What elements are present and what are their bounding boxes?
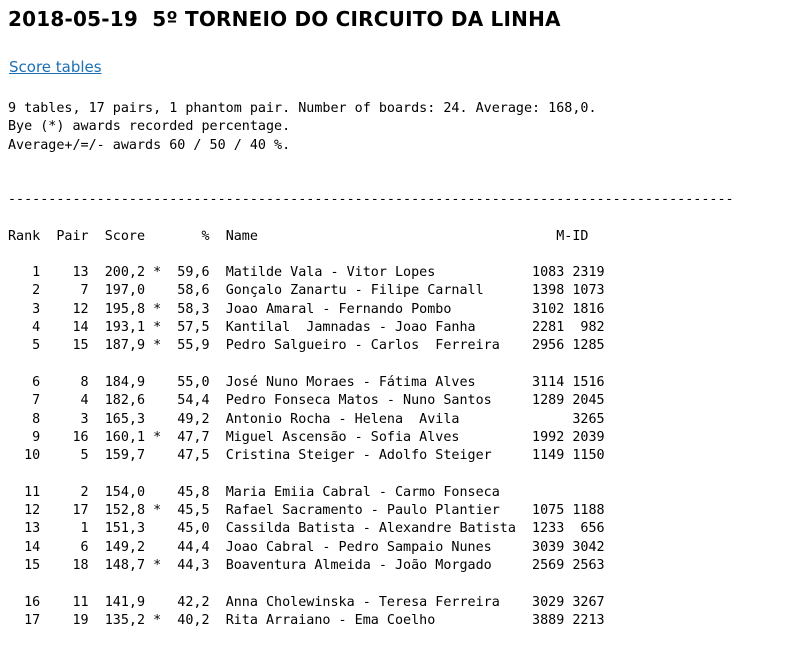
pair-cell: 3 (48, 411, 89, 427)
pair-name-cell: Kantilal Jamnadas - Joao Fanha (225, 320, 516, 336)
pair-cell: 11 (48, 594, 89, 610)
member-id-cell: 2213 (572, 612, 605, 628)
member-id-cell (524, 412, 564, 427)
page-title: 2018-05-19 5º TORNEIO DO CIRCUITO DA LINHA (8, 7, 561, 31)
member-id-cell: 2956 (523, 338, 565, 354)
rank-cell: 12 (8, 503, 41, 519)
table-row (8, 485, 605, 500)
pair-name-cell: Rita Arraiano - Ema Coelho (225, 612, 516, 628)
score-cell: 152,8 (104, 503, 146, 519)
member-id-cell: 3102 (523, 301, 565, 317)
pair-name-cell: Gonçalo Zanartu - Filipe Carnall (225, 283, 516, 299)
percent-cell: 45,8 (169, 484, 210, 500)
bye-marker (153, 393, 161, 408)
member-id-cell: 3265 (572, 411, 605, 427)
member-id-cell: 1073 (572, 283, 605, 299)
table-row (8, 393, 605, 408)
member-id-cell: 3039 (523, 539, 565, 555)
bye-marker: * (153, 338, 162, 354)
table-row (8, 558, 605, 573)
bye-marker: * (153, 503, 162, 519)
score-tables-link[interactable]: Score tables (9, 58, 102, 76)
rank-cell: 17 (8, 612, 41, 628)
header-name: Name (225, 228, 258, 244)
bye-marker (153, 521, 161, 536)
rank-cell: 6 (8, 374, 41, 390)
member-id-cell: 2319 (572, 265, 605, 281)
summary-line: Bye (*) awards recorded percentage. (8, 119, 291, 135)
pair-name-cell: Boaventura Almeida - João Morgado (225, 557, 516, 573)
member-id-cell: 3889 (523, 612, 565, 628)
score-cell: 193,1 (104, 320, 146, 336)
member-id-cell: 2039 (572, 429, 605, 445)
summary-line: Average+/=/- awards 60 / 50 / 40 %. (8, 137, 291, 153)
table-row (8, 540, 605, 555)
bye-marker (153, 448, 161, 463)
pair-name-cell: Cassilda Batista - Alexandre Batista (225, 521, 516, 537)
pair-name-cell: Joao Amaral - Fernando Pombo (225, 301, 516, 317)
member-id-cell: 2045 (572, 393, 605, 409)
header-pair: Pair (56, 228, 89, 244)
pair-cell: 12 (48, 301, 89, 317)
member-id-cell: 1188 (572, 503, 605, 519)
member-id-cell: 3114 (523, 374, 565, 390)
member-id-cell: 2281 (523, 320, 565, 336)
pair-name-cell: Anna Cholewinska - Teresa Ferreira (225, 594, 516, 610)
rank-cell: 2 (8, 283, 41, 299)
rank-cell: 8 (8, 411, 41, 427)
pair-cell: 13 (48, 265, 89, 281)
bye-marker (153, 412, 161, 427)
rank-cell: 7 (8, 393, 41, 409)
score-cell: 159,7 (104, 448, 146, 464)
bye-marker: * (153, 429, 162, 445)
rank-cell: 11 (8, 484, 41, 500)
table-row (8, 412, 605, 427)
rank-cell: 14 (8, 539, 41, 555)
table-row (8, 320, 605, 335)
percent-cell: 55,0 (169, 374, 210, 390)
pair-name-cell: Cristina Steiger - Adolfo Steiger (225, 448, 516, 464)
summary-line: 9 tables, 17 pairs, 1 phantom pair. Number of boards: 24. Average: 168,0. (8, 101, 597, 116)
pair-cell: 18 (48, 557, 89, 573)
score-cell: 187,9 (104, 338, 146, 354)
member-id-cell: 1816 (572, 301, 605, 317)
percent-cell: 47,5 (169, 448, 210, 464)
rank-cell: 15 (8, 557, 41, 573)
score-cell: 151,3 (104, 521, 146, 537)
member-id-cell: 1150 (572, 448, 605, 464)
member-id-cell: 1398 (523, 283, 565, 299)
percent-cell: 44,4 (169, 539, 210, 555)
table-row (8, 430, 605, 445)
score-cell: 149,2 (104, 539, 146, 555)
pair-name-cell: Maria Emiia Cabral - Carmo Fonseca (225, 484, 516, 500)
member-id-cell: 3267 (572, 594, 605, 610)
table-row (8, 283, 605, 298)
pair-cell: 14 (48, 320, 89, 336)
pair-name-cell: Pedro Fonseca Matos - Nuno Santos (225, 393, 516, 409)
rank-cell: 5 (8, 338, 41, 354)
pair-cell: 17 (48, 503, 89, 519)
percent-cell: 57,5 (169, 320, 210, 336)
member-id-cell: 1285 (572, 338, 605, 354)
table-row (8, 521, 605, 536)
member-id-cell: 656 (572, 521, 605, 537)
pair-cell: 5 (48, 448, 89, 464)
rank-cell: 10 (8, 448, 41, 464)
bye-marker: * (153, 265, 162, 281)
score-cell: 184,9 (104, 374, 146, 390)
pair-cell: 1 (48, 521, 89, 537)
bye-marker: * (153, 301, 162, 317)
pair-cell: 15 (48, 338, 89, 354)
score-cell: 160,1 (104, 429, 146, 445)
score-cell: 135,2 (104, 612, 146, 628)
member-id-cell (524, 485, 564, 500)
bye-marker: * (153, 612, 162, 628)
pair-cell: 7 (48, 283, 89, 299)
member-id-cell: 1149 (523, 448, 565, 464)
pair-name-cell: José Nuno Moraes - Fátima Alves (225, 374, 516, 390)
pair-name-cell: Pedro Salgueiro - Carlos Ferreira (225, 338, 516, 354)
score-cell: 195,8 (104, 301, 146, 317)
bye-marker (153, 375, 161, 390)
percent-cell: 59,6 (169, 265, 210, 281)
score-cell: 141,9 (104, 594, 146, 610)
member-id-cell (572, 485, 604, 500)
pair-cell: 8 (48, 374, 89, 390)
percent-cell: 45,5 (169, 503, 210, 519)
score-cell: 154,0 (104, 484, 146, 500)
separator-line: ------------------------------------------------------------------------------------------ (8, 192, 734, 207)
rank-cell: 9 (8, 429, 41, 445)
member-id-cell: 1289 (523, 393, 565, 409)
pair-name-cell: Matilde Vala - Vitor Lopes (225, 265, 516, 281)
rank-cell: 3 (8, 301, 41, 317)
member-id-cell: 1233 (523, 521, 565, 537)
percent-cell: 45,0 (169, 521, 210, 537)
percent-cell: 44,3 (169, 557, 210, 573)
bye-marker (153, 485, 161, 500)
table-row (8, 375, 605, 390)
bye-marker: * (153, 320, 162, 336)
rank-cell: 4 (8, 320, 41, 336)
bye-marker: * (153, 557, 162, 573)
score-cell: 165,3 (104, 411, 146, 427)
member-id-cell: 1516 (572, 374, 605, 390)
score-cell: 148,7 (104, 557, 146, 573)
member-id-cell: 1992 (523, 429, 565, 445)
member-id-cell: 1075 (523, 503, 565, 519)
pair-name-cell: Rafael Sacramento - Paulo Plantier (225, 503, 516, 519)
member-id-cell: 1083 (523, 265, 565, 281)
bye-marker (153, 540, 161, 555)
bye-marker (153, 595, 161, 610)
percent-cell: 55,9 (169, 338, 210, 354)
table-row (8, 448, 605, 463)
pair-name-cell: Joao Cabral - Pedro Sampaio Nunes (225, 539, 516, 555)
bye-marker (153, 283, 161, 298)
percent-cell: 58,6 (169, 283, 210, 299)
pair-name-cell: Miguel Ascensão - Sofia Alves (225, 429, 516, 445)
pair-cell: 19 (48, 612, 89, 628)
percent-cell: 58,3 (169, 301, 210, 317)
header-score: Score (104, 228, 146, 244)
table-row (8, 302, 605, 317)
percent-cell: 54,4 (169, 393, 210, 409)
member-id-cell: 3029 (523, 594, 565, 610)
header-member-id: M-ID (556, 228, 589, 244)
header-rank: Rank (8, 228, 41, 244)
pair-cell: 6 (48, 539, 89, 555)
table-row (8, 613, 605, 628)
table-row (8, 338, 605, 353)
tournament-summary (8, 100, 597, 155)
percent-cell: 40,2 (169, 612, 210, 628)
member-id-cell: 982 (572, 320, 605, 336)
rank-cell: 16 (8, 594, 41, 610)
member-id-cell: 3042 (572, 539, 605, 555)
pair-cell: 16 (48, 429, 89, 445)
table-row (8, 265, 605, 280)
table-row (8, 503, 605, 518)
percent-cell: 49,2 (169, 411, 210, 427)
table-row (8, 595, 605, 610)
member-id-cell: 2569 (523, 557, 565, 573)
score-cell: 200,2 (104, 265, 146, 281)
rank-cell: 13 (8, 521, 41, 537)
pair-cell: 2 (48, 484, 89, 500)
member-id-cell: 2563 (572, 557, 605, 573)
percent-cell: 47,7 (169, 429, 210, 445)
header-percent: % (201, 228, 210, 244)
pair-cell: 4 (48, 393, 89, 409)
rank-cell: 1 (8, 265, 41, 281)
pair-name-cell: Antonio Rocha - Helena Avila (225, 411, 516, 427)
percent-cell: 42,2 (169, 594, 210, 610)
ranking-table (8, 191, 734, 630)
score-cell: 182,6 (104, 393, 146, 409)
score-cell: 197,0 (104, 283, 146, 299)
